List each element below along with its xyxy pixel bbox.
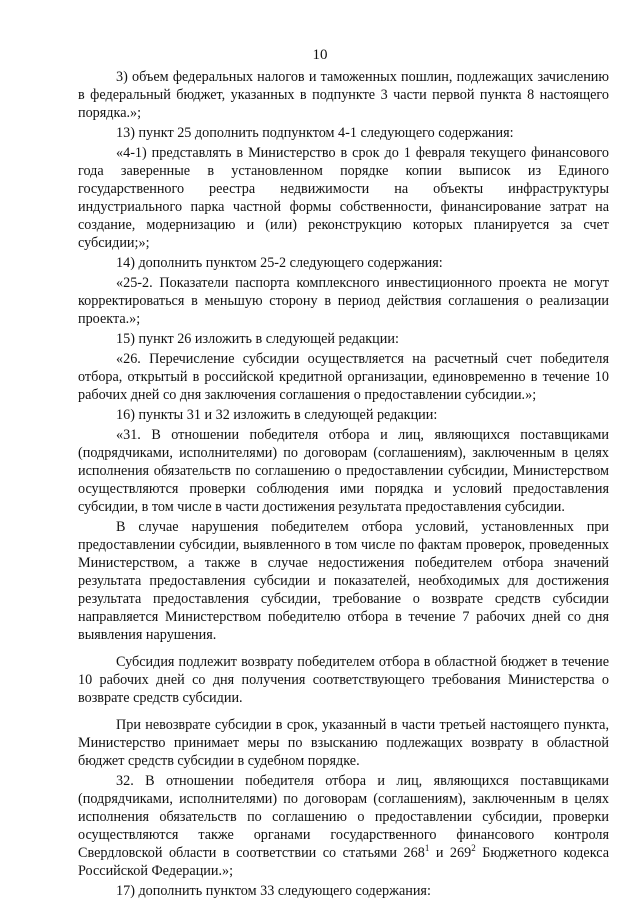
superscript: 2 <box>471 843 476 853</box>
paragraph: «26. Перечисление субсидии осуществляется на расчетный счет победителя отбора, открытый в российской кредитной организации, единовременно в течение 10 рабочих дней со дня заключения соглашения о предоставлении субсидии.»; <box>78 351 609 403</box>
paragraph: 3) объем федеральных налогов и таможенных пошлин, подлежащих зачислению в федеральный бюджет, указанных в подпункте 3 части первой пункта 8 настоящего порядка.»; <box>78 69 609 121</box>
paragraph-text: 32. В отношении победителя отбора и лиц, являющихся поставщиками (подрядчиками, исполнителями) по договорам (соглашениям), заключенным в целях исполнения обязательств по соглашению о предоставлении субсидии, проверки осуществляются также органами государственного финансового контроля Свердловской области в соответствии со статьями 268 <box>78 773 609 861</box>
paragraph: В случае нарушения победителем отбора условий, установленных при предоставлении субсидии, выявленного в том числе по фактам проверок, проведенных Министерством, а также в случае недостижения победителем отбора значений результата предоставления субсидии и показателей, необходимых для достижения результата предоставления субсидии, требование о возврате средств субсидии направляется Министерством победителю отбора в течение 7 рабочих дней со дня выявления нарушения. <box>78 519 609 643</box>
paragraph: 16) пункты 31 и 32 изложить в следующей редакции: <box>116 407 438 423</box>
paragraph: 13) пункт 25 дополнить подпунктом 4-1 следующего содержания: <box>116 125 514 141</box>
superscript: 1 <box>424 843 430 853</box>
paragraph: 17) дополнить пунктом 33 следующего содержания: <box>116 883 431 899</box>
document-body <box>78 68 609 902</box>
paragraph-text: Бюджетного кодекса Российской Федерации.»; <box>78 845 609 879</box>
paragraph: «4-1) представлять в Министерство в срок до 1 февраля текущего финансового года заверенные в установленном порядке копии выписок из Единого государственного реестра недвижимости на объекты инфраструктуры индустриального парка частной формы собственности, финансирование затрат на создание, модернизацию и (или) реконструкцию которых планируется за счет субсидии;»; <box>78 145 609 251</box>
paragraph: «25-2. Показатели паспорта комплексного инвестиционного проекта не могут корректироваться в меньшую сторону в период действия соглашения о реализации проекта.»; <box>78 275 609 327</box>
paragraph: Субсидия подлежит возврату победителем отбора в областной бюджет в течение 10 рабочих дней со дня получения соответствующего требования Министерства о возврате средств субсидии. <box>78 654 609 706</box>
paragraph-with-superscripts <box>78 772 609 880</box>
paragraph: 15) пункт 26 изложить в следующей редакции: <box>116 331 399 347</box>
paragraph: 14) дополнить пунктом 25-2 следующего содержания: <box>116 255 443 271</box>
paragraph-text: и 269 <box>429 845 472 861</box>
paragraph: «31. В отношении победителя отбора и лиц, являющихся поставщиками (подрядчиками, исполнителями) по договорам (соглашениям), заключенным в целях исполнения обязательств по соглашению о предоставлении субсидии, Министерством осуществляются проверки соблюдения ими порядка и условий предоставления субсидии, в том числе в части достижения результата предоставления субсидии. <box>78 427 609 515</box>
page-number: 10 <box>312 47 328 63</box>
paragraph: При невозврате субсидии в срок, указанный в части третьей настоящего пункта, Министерство принимает меры по взысканию подлежащих возврату в областной бюджет средств субсидии в судебном порядке. <box>78 717 609 769</box>
